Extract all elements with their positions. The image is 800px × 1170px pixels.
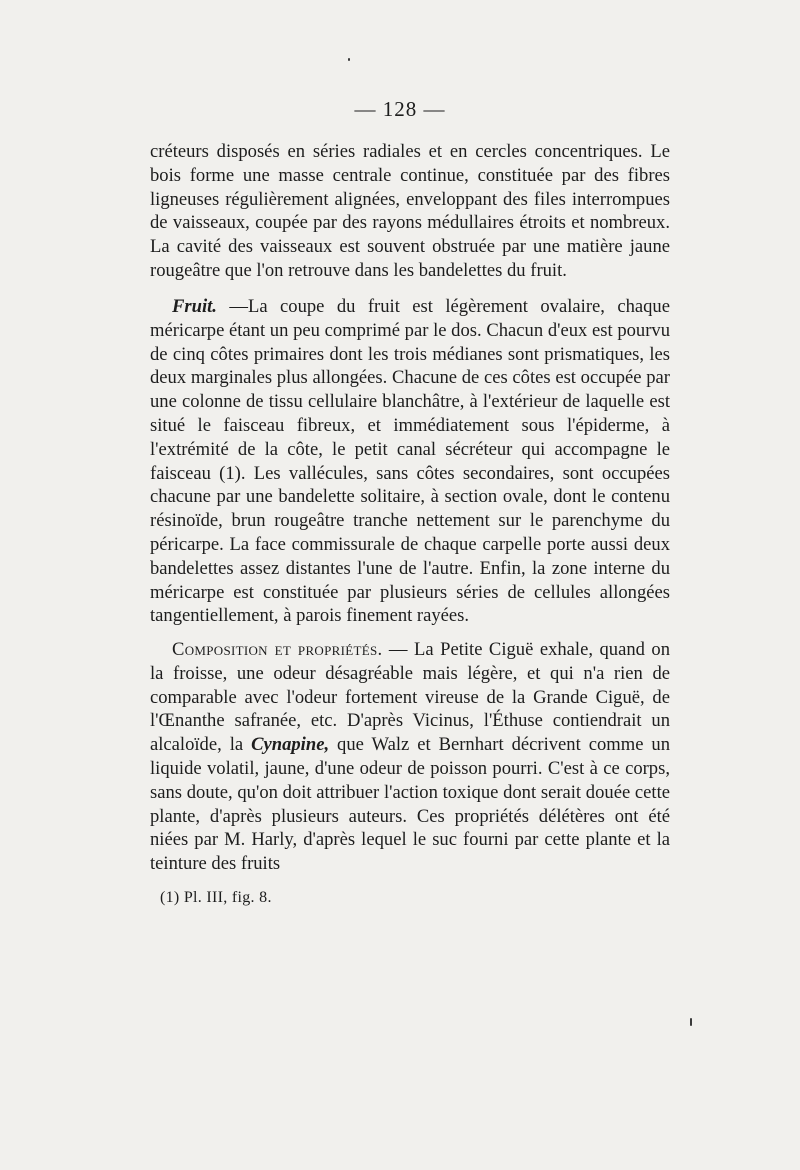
section-lead-composition: Composition et propriétés. <box>172 639 383 660</box>
paper-speck <box>690 1018 692 1026</box>
paragraph-text: créteurs disposés en séries radiales et en cercles concentriques. Le bois forme une masse centrale continue, constituée par des fibres ligneuses régulièrement alignées, enveloppant des files interrompues de vaisseaux, coupée par des rayons médullaires étroits et nombreux. La cavité des vaisseaux est souvent obstruée par une matière jaune rougeâtre que l'on retrouve dans les bandelettes du fruit. <box>150 141 670 281</box>
paragraph-fruit <box>150 295 670 628</box>
paragraph-text-b: que Walz et Bernhart décrivent comme un liquide volatil, jaune, d'une odeur de poisson pourri. C'est à ce corps, sans doute, qu'on doit attribuer l'action toxique dont serait douée cette plante, d'après plusieurs auteurs. Ces propriétés délétères ont été niées par M. Harly, d'après lequel le suc fourni par cette plante et la teinture des fruits <box>150 734 671 875</box>
page-number: — 128 — <box>354 97 446 121</box>
paragraph-bois <box>150 140 670 283</box>
footnote: (1) Pl. III, fig. 8. <box>160 889 272 906</box>
paragraph-text-a: — La Petite Ciguë exhale, quand on la froisse, une odeur désagréable mais légère, et qui n'a rien de comparable avec l'odeur fortement vireuse de la Grande Ciguë, de l'Œnanthe safranée, etc. D'après Vicinus, l'Éthuse contiendrait un alcaloïde, la <box>150 639 671 756</box>
section-lead-fruit: Fruit. <box>172 296 217 317</box>
paragraph-composition <box>150 638 670 876</box>
emphasis-cynapine: Cynapine, <box>251 734 330 756</box>
paper-speck <box>348 58 350 61</box>
paragraph-text: —La coupe du fruit est légèrement ovalaire, chaque méricarpe étant un peu comprimé par le dos. Chacun d'eux est pourvu de cinq côtes primaires dont les trois médianes sont prismatiques, les deux marginales plus allongées. Chacune de ces côtes est occupée par une colonne de tissu cellulaire blanchâtre, à l'extérieur de laquelle est situé le faisceau fibreux, et immédiatement sous l'épiderme, à l'extrémité de la côte, le petit canal sécréteur qui accompagne le faisceau (1). Les vallécules, sans côtes secondaires, sont occupées chacune par une bandelette solitaire, à section ovale, dont le contenu résinoïde, brun rougeâtre tranche nettement sur le parenchyme du péricarpe. La face commissurale de chaque carpelle porte aussi deux bandelettes assez distantes l'une de l'autre. Enfin, la zone interne du méricarpe est constituée par plusieurs séries de cellules allongées tangentiellement, à parois finement rayées. <box>150 296 670 627</box>
paragraph-body <box>150 638 670 876</box>
paragraph-body <box>150 295 670 628</box>
